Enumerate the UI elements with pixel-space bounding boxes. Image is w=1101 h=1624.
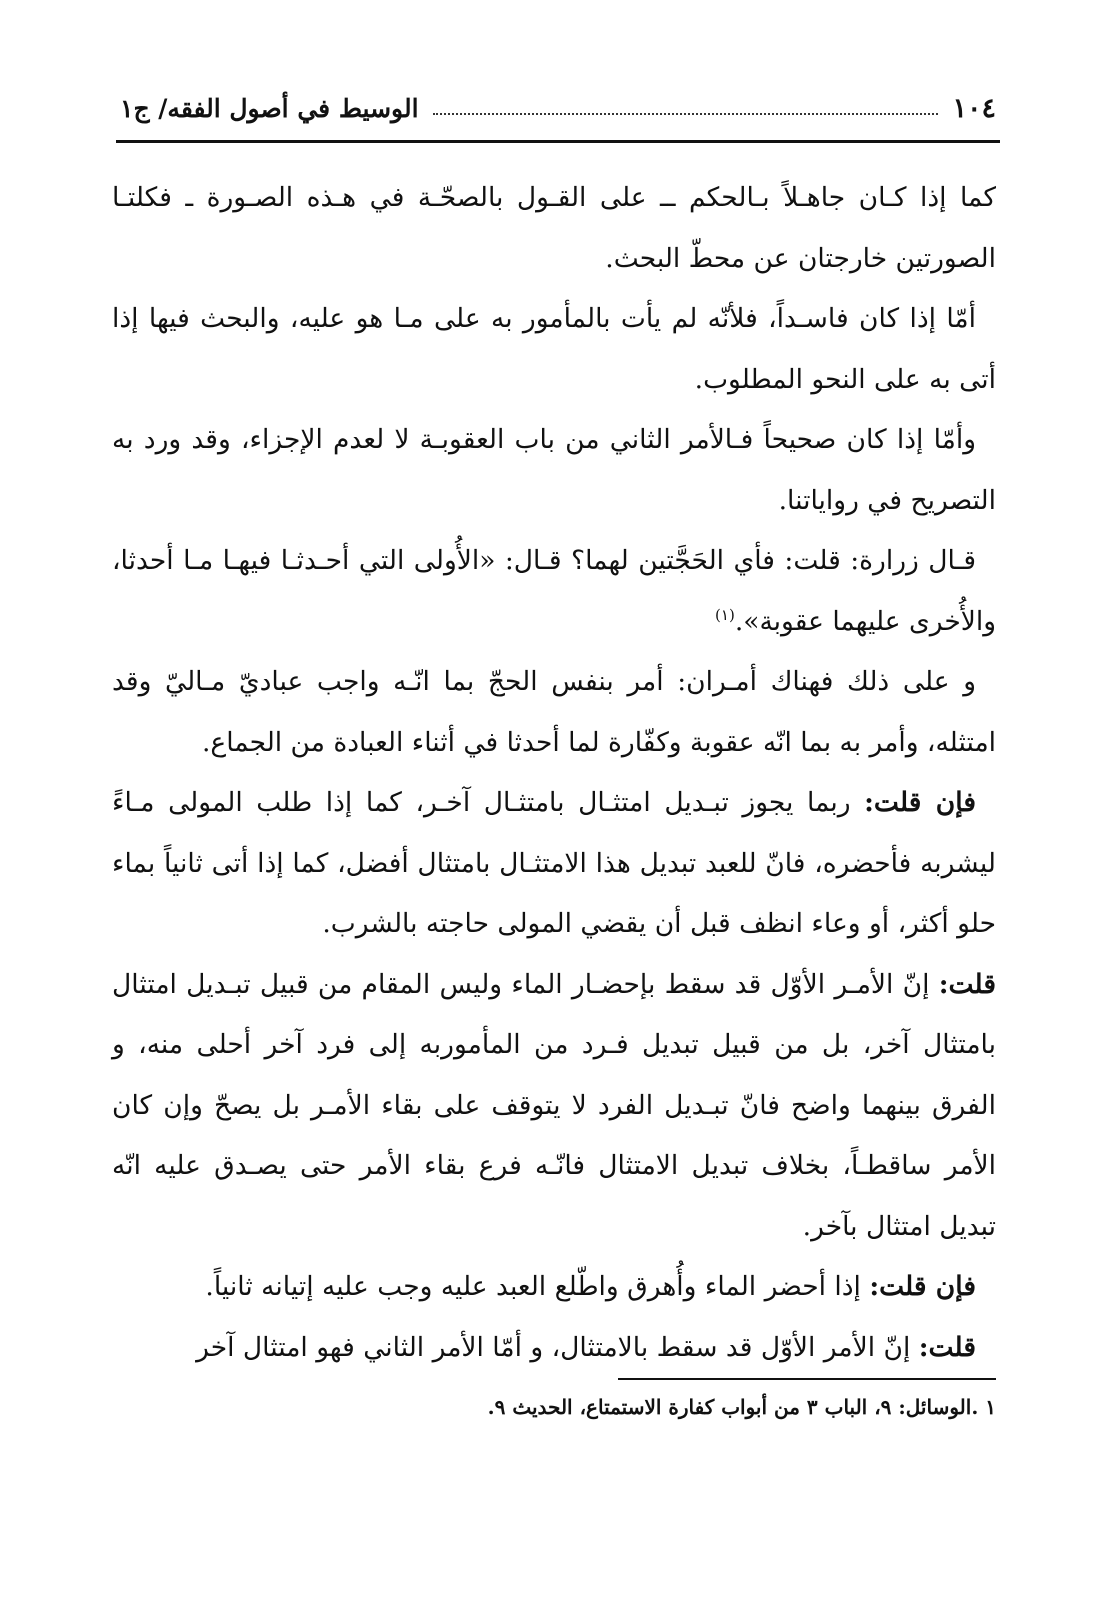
header-rule	[116, 140, 1000, 143]
paragraph-9-answer	[112, 1318, 996, 1379]
main-text	[112, 168, 996, 1378]
paragraph-text: وأمّا إذا كان صحيحاً فـالأمر الثاني من باب العقوبـة لا لعدم الإجزاء، وقد ورد به التصريح في رواياتنا.	[112, 424, 996, 516]
page-number: ١٠٤	[952, 92, 996, 124]
footnote-rule	[618, 1378, 996, 1380]
answer-lead: قلت:	[918, 1331, 976, 1363]
paragraph-8-objection	[112, 1257, 996, 1318]
paragraph-6-objection	[112, 773, 996, 955]
paragraph-text: ربما يجوز تبـديل امتثـال بامتثـال آخـر، كما إذا طلب المولى مـاءً ليشربه فأحضره، فانّ للعبد تبديل هذا الامتثـال بامتثال أفضل، كما إذا أتى ثانياً بماء حلو أكثر، أو وعاء انظف قبل أن يقضي المولى حاجته بالشرب.	[112, 787, 996, 939]
paragraph-5	[112, 652, 996, 773]
paragraph-text: قـال زرارة: قلت: فأي الحَجَّتين لهما؟ قـال: «الأُولى التي أحـدثـا فيهـا مـا أحدثا، والأُخرى عليهما عقوبة».	[112, 545, 996, 637]
paragraph-text: إذا أحضر الماء وأُهرق واطّلع العبد عليه وجب عليه إتيانه ثانياً.	[205, 1271, 870, 1302]
paragraph-2	[112, 289, 996, 410]
paragraph-text: أمّا إذا كان فاسـداً، فلأنّه لم يأت بالمأمور به على مـا هو عليه، والبحث فيها إذا أتى به على النحو المطلوب.	[112, 303, 996, 395]
header-dotted-leader	[433, 113, 939, 115]
paragraph-7-answer	[112, 955, 996, 1258]
paragraph-text: إنّ الأمـر الأوّل قد سقط بإحضـار الماء وليس المقام من قبيل تبـديل امتثال بامتثال آخر، بل من قبيل تبديل فـرد من المأموربه إلى فرد آخر أحلى منه، و الفرق بينهما واضح فانّ تبـديل الفرد لا يتوقف على بقاء الأمـر بل يصحّ وإن كان الأمر ساقطـاً، بخلاف تبديل الامتثال فانّـه فرع بقاء الأمر حتى يصـدق عليه انّه تبديل امتثال بآخر.	[112, 968, 996, 1242]
running-title: الوسيط في أصول الفقه/ ج١	[120, 93, 419, 123]
page-header	[120, 88, 996, 128]
objection-lead: فإن قلت:	[864, 787, 976, 818]
answer-lead: قلت:	[938, 968, 996, 1000]
paragraph-1	[112, 168, 996, 289]
paragraph-4-quote	[112, 531, 996, 652]
footnote-reference: (١)	[715, 605, 735, 624]
paragraph-text: إنّ الأمر الأوّل قد سقط بالامتثال، و أمّا الأمر الثاني فهو امتثال آخر	[196, 1331, 919, 1363]
objection-lead: فإن قلت:	[869, 1271, 976, 1302]
paragraph-text: و على ذلك فهناك أمـران: أمر بنفس الحجّ بما انّـه واجب عباديّ مـاليّ وقد امتثله، وأمر به بما انّه عقوبة وكفّارة لما أحدثا في أثناء العبادة من الجماع.	[112, 666, 996, 758]
footnote: ١ .الوسائل: ٩، الباب ٣ من أبواب كفارة الاستمتاع، الحديث ٩.	[487, 1395, 996, 1419]
paragraph-text: كما إذا كـان جاهـلاً بـالحكم ــ على القـول بالصحّـة في هـذه الصـورة ـ فكلتـا الصورتين خارجتان عن محطّ البحث.	[112, 182, 996, 274]
paragraph-3	[112, 410, 996, 531]
